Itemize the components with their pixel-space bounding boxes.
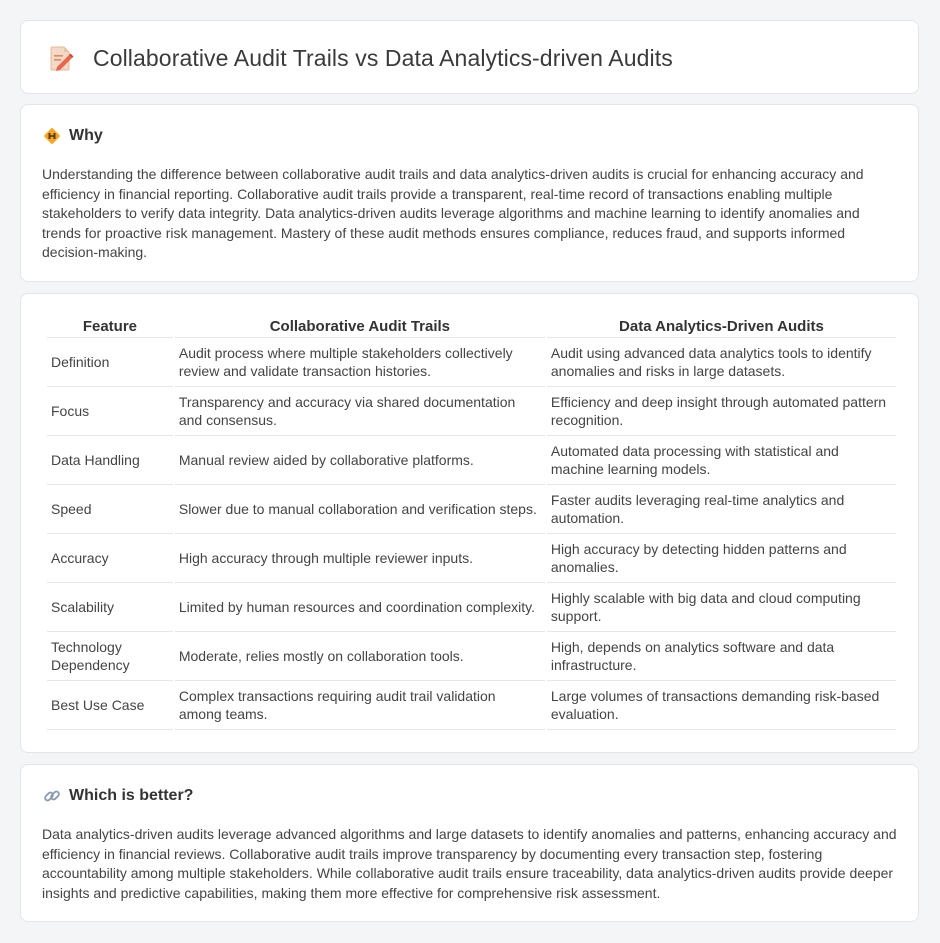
collaborative-cell: Audit process where multiple stakeholders collectively review and validate transaction histories. — [175, 338, 545, 387]
feature-cell: Scalability — [47, 583, 173, 632]
collaborative-cell: Slower due to manual collaboration and verification steps. — [175, 485, 545, 534]
feature-cell: Accuracy — [47, 534, 173, 583]
analytics-cell: High accuracy by detecting hidden patterns and anomalies. — [547, 534, 896, 583]
feature-cell: Best Use Case — [47, 681, 173, 730]
feature-cell: Data Handling — [47, 436, 173, 485]
better-title: Which is better? — [69, 787, 194, 804]
feature-cell: Technology Dependency — [47, 632, 173, 681]
why-title: Why — [69, 127, 103, 144]
collaborative-cell: Complex transactions requiring audit trail validation among teams. — [175, 681, 545, 730]
header-analytics: Data Analytics-Driven Audits — [547, 317, 896, 338]
table-row — [47, 632, 896, 681]
feature-cell: Definition — [47, 338, 173, 387]
better-heading — [43, 787, 193, 805]
title-row — [45, 43, 673, 73]
feature-cell: Speed — [47, 485, 173, 534]
table-row — [47, 485, 896, 534]
feature-cell: Focus — [47, 387, 173, 436]
link-icon — [43, 787, 61, 805]
analytics-cell: Large volumes of transactions demanding risk-based evaluation. — [547, 681, 896, 730]
collaborative-cell: High accuracy through multiple reviewer inputs. — [175, 534, 545, 583]
table-row — [47, 338, 896, 387]
table-row — [47, 534, 896, 583]
comparison-section — [20, 293, 919, 753]
better-text: Data analytics-driven audits leverage advanced algorithms and large datasets to identify anomalies and patterns, enhancing accuracy and efficiency in financial reviews. Collaborative audit trails improve transparency by documenting every transaction step, fostering accountability among multiple stakeholders. While collaborative audit trails ensure traceability, data analytics-driven audits provide deeper insights and predictive capabilities, making them more effective for comprehensive risk assessment. — [42, 826, 897, 901]
better-section — [20, 764, 919, 922]
why-heading — [43, 127, 103, 145]
table-row — [47, 436, 896, 485]
page-title: Collaborative Audit Trails vs Data Analytics-driven Audits — [93, 44, 673, 71]
analytics-cell: Automated data processing with statistical and machine learning models. — [547, 436, 896, 485]
document-pencil-icon — [45, 43, 75, 73]
header-collaborative: Collaborative Audit Trails — [175, 317, 545, 338]
why-text: Understanding the difference between collaborative audit trails and data analytics-driven audits is crucial for enhancing accuracy and efficiency in financial reporting. Collaborative audit trails provide a transparent, real-time record of transactions enabling multiple stakeholders to verify data integrity. Data analytics-driven audits leverage algorithms and machine learning to identify anomalies and trends for proactive risk management. Mastery of these audit methods ensures compliance, reduces fraud, and supports informed decision-making. — [42, 166, 864, 260]
header-card — [20, 20, 919, 94]
collaborative-cell: Limited by human resources and coordination complexity. — [175, 583, 545, 632]
collaborative-cell: Manual review aided by collaborative platforms. — [175, 436, 545, 485]
table-row — [47, 387, 896, 436]
table-row — [47, 681, 896, 730]
analytics-cell: High, depends on analytics software and data infrastructure. — [547, 632, 896, 681]
analytics-cell: Efficiency and deep insight through automated pattern recognition. — [547, 387, 896, 436]
analytics-cell: Highly scalable with big data and cloud computing support. — [547, 583, 896, 632]
header-feature: Feature — [47, 317, 173, 338]
table-header-row — [47, 317, 896, 338]
warning-sign-icon — [43, 127, 61, 145]
analytics-cell: Faster audits leveraging real-time analytics and automation. — [547, 485, 896, 534]
analytics-cell: Audit using advanced data analytics tools to identify anomalies and risks in large datasets. — [547, 338, 896, 387]
comparison-table — [45, 317, 898, 730]
collaborative-cell: Transparency and accuracy via shared documentation and consensus. — [175, 387, 545, 436]
why-section — [20, 104, 919, 282]
collaborative-cell: Moderate, relies mostly on collaboration tools. — [175, 632, 545, 681]
table-row — [47, 583, 896, 632]
